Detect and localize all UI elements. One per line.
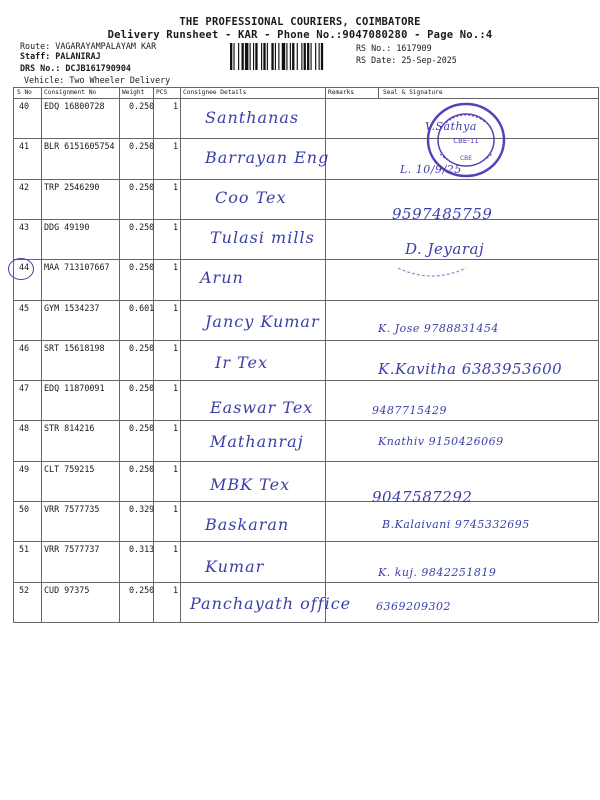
- row-signature-handwriting: 9597485759: [392, 205, 493, 223]
- row-sno: 43: [19, 221, 30, 232]
- column-header-consignee: Consignee Details: [183, 89, 247, 96]
- row-sno: 46: [19, 342, 30, 353]
- barcode-icon: [230, 43, 350, 70]
- row-consignee-handwriting: Arun: [200, 268, 244, 287]
- stamp-sub: CBE-11: [453, 137, 479, 145]
- row-signature-handwriting: L. 10/9/25: [400, 163, 462, 176]
- row-consignment-no: DDG 49190: [44, 221, 90, 232]
- row-pcs: 1: [173, 383, 179, 394]
- row-consignee-handwriting: Mathanraj: [210, 432, 304, 451]
- row-signature-handwriting: V.Sathya: [425, 120, 477, 133]
- column-header-remarks: Remarks: [328, 89, 355, 96]
- row-signature-handwriting: 6369209302: [376, 600, 451, 613]
- column-header-weight: Weight: [122, 89, 145, 96]
- row-divider: [13, 380, 598, 381]
- row-divider: [13, 420, 598, 421]
- document-subtitle: Delivery Runsheet - KAR - Phone No.:9047080280 - Page No.:4: [107, 29, 493, 41]
- barcode-bar: [245, 43, 248, 70]
- row-signature-handwriting: Knathiv 9150426069: [378, 435, 504, 448]
- barcode-bar: [261, 43, 262, 70]
- barcode-bar: [304, 43, 306, 70]
- row-consignee-handwriting: Jancy Kumar: [205, 312, 320, 331]
- row-weight: 0.250: [129, 463, 155, 474]
- barcode-bar: [297, 43, 298, 70]
- column-header-sno: S No: [17, 89, 32, 96]
- row-pcs: 1: [173, 141, 179, 152]
- row-sno: 45: [19, 302, 30, 313]
- row-signature-handwriting: 9487715429: [372, 404, 447, 417]
- column-divider: [325, 87, 326, 622]
- row-divider: [13, 622, 598, 623]
- row-pcs: 1: [173, 101, 179, 111]
- row-pcs: 1: [173, 342, 179, 353]
- row-weight: 0.250: [129, 141, 155, 152]
- row-weight: 0.250: [129, 221, 155, 232]
- row-consignee-handwriting: Coo Tex: [215, 188, 287, 207]
- barcode-bar: [263, 43, 265, 70]
- row-consignment-no: GYM 1534237: [44, 302, 100, 313]
- row-consignee-handwriting: Kumar: [205, 557, 265, 576]
- row-consignment-no: EDQ 11870091: [44, 383, 105, 394]
- staff-text: Staff: PALANIRAJ: [20, 51, 101, 61]
- row-signature-handwriting: K.Kavitha 6383953600: [378, 360, 563, 378]
- row-pcs: 1: [173, 584, 179, 595]
- column-header-seal: Seal & Signature: [383, 89, 443, 96]
- barcode-bar: [319, 43, 320, 70]
- row-divider: [13, 300, 598, 301]
- stamp-center: CBE: [459, 155, 473, 162]
- row-signature-handwriting: B.Kalaivani 9745332695: [382, 518, 530, 531]
- row-consignee-handwriting: Easwar Tex: [210, 398, 314, 417]
- row-signature-handwriting: K. Jose 9788831454: [378, 322, 499, 335]
- column-divider: [378, 87, 379, 98]
- row-consignee-handwriting: Santhanas: [205, 108, 300, 127]
- row-consignee-handwriting: Tulasi mills: [210, 228, 315, 247]
- row-sno: 50: [19, 504, 30, 514]
- row-divider: [13, 340, 598, 341]
- row-weight: 0.250: [129, 423, 155, 434]
- row-sno: 48: [19, 423, 30, 434]
- row-consignment-no: SRT 15618198: [44, 342, 105, 353]
- barcode-bar: [307, 43, 309, 70]
- row-sno: 47: [19, 383, 30, 394]
- row-weight: 0.329: [129, 504, 155, 514]
- column-divider: [119, 87, 120, 622]
- row-divider: [13, 541, 598, 542]
- document-title: THE PROFESSIONAL COURIERS, COIMBATORE: [179, 16, 421, 28]
- barcode-bar: [292, 43, 294, 70]
- barcode-bar: [282, 43, 285, 70]
- row-sno: 52: [19, 584, 30, 595]
- row-pcs: 1: [173, 262, 179, 273]
- row-consignment-no: TRP 2546290: [44, 181, 100, 192]
- barcode-bar: [321, 43, 323, 70]
- row-divider: [13, 219, 598, 220]
- row-pcs: 1: [173, 302, 179, 313]
- barcode-bar: [301, 43, 302, 70]
- rs-date: RS Date: 25-Sep-2025: [356, 55, 457, 65]
- barcode-bar: [267, 43, 268, 70]
- row-weight: 0.313: [129, 544, 155, 555]
- row-44-circle-mark: [8, 258, 34, 280]
- row-consignee-handwriting: Panchayath office: [190, 594, 352, 613]
- barcode-bar: [278, 43, 279, 70]
- barcode-bar: [275, 43, 276, 70]
- rs-number: RS No.: 1617909: [356, 43, 432, 53]
- route-text: Route: VAGARAYAMPALAYAM KAR: [20, 41, 157, 51]
- barcode-bar: [271, 43, 273, 70]
- barcode-bar: [315, 43, 316, 70]
- barcode-bar: [311, 43, 312, 70]
- column-divider: [180, 87, 181, 622]
- row-consignment-no: CUD 97375: [44, 584, 90, 595]
- row-divider: [13, 582, 598, 583]
- row-consignment-no: VRR 7577735: [44, 504, 100, 514]
- row-signature-handwriting: D. Jeyaraj: [405, 240, 485, 258]
- row-weight: 0.250: [129, 342, 155, 353]
- row-sno: 40: [19, 101, 30, 111]
- drs-number: DRS No.: DCJB161790904: [20, 63, 131, 73]
- column-divider: [41, 87, 42, 622]
- barcode-bar: [238, 43, 239, 70]
- barcode-bar: [242, 43, 244, 70]
- row-sno: 51: [19, 544, 30, 555]
- row-pcs: 1: [173, 463, 179, 474]
- row-weight: 0.250: [129, 584, 155, 595]
- row-consignee-handwriting: Baskaran: [205, 515, 290, 534]
- row-sno: 42: [19, 181, 30, 192]
- row-pcs: 1: [173, 423, 179, 434]
- row-consignment-no: STR 814216: [44, 423, 95, 434]
- row-consignment-no: VRR 7577737: [44, 544, 100, 555]
- row-weight: 0.601: [129, 302, 155, 313]
- row-divider: [13, 461, 598, 462]
- row-weight: 0.250: [129, 383, 155, 394]
- barcode-bar: [250, 43, 251, 70]
- row-consignment-no: CLT 759215: [44, 463, 95, 474]
- row-sno: 41: [19, 141, 30, 152]
- row-signature-handwriting: 9047587292: [372, 488, 473, 506]
- row-signature-handwriting: K. kuj. 9842251819: [378, 566, 497, 579]
- barcode-bar: [253, 43, 254, 70]
- row-weight: 0.250: [129, 181, 155, 192]
- row-consignee-handwriting: Ir Tex: [215, 353, 268, 372]
- row-consignment-no: MAA 713107667: [44, 262, 110, 273]
- row-sno: 44: [19, 262, 30, 273]
- row-pcs: 1: [173, 221, 179, 232]
- row-pcs: 1: [173, 544, 179, 555]
- barcode-bar: [233, 43, 234, 70]
- row-consignee-handwriting: MBK Tex: [210, 475, 291, 494]
- column-divider: [153, 87, 154, 622]
- row-weight: 0.250: [129, 262, 155, 273]
- row-sno: 49: [19, 463, 30, 474]
- row-divider: [13, 501, 598, 502]
- vehicle-text: Vehicle: Two Wheeler Delivery: [24, 75, 171, 85]
- row-consignment-no: BLR 6151605754: [44, 141, 115, 152]
- column-header-consignment: Consignment No: [44, 89, 97, 96]
- row-divider: [13, 259, 598, 260]
- row-weight: 0.250: [129, 101, 155, 111]
- column-divider: [598, 87, 599, 622]
- barcode-bar: [286, 43, 287, 70]
- barcode-bar: [230, 43, 232, 70]
- row-consignee-handwriting: Barrayan Eng: [205, 148, 330, 167]
- row-pcs: 1: [173, 504, 179, 514]
- column-divider: [13, 87, 14, 622]
- row-consignment-no: EDQ 16800728: [44, 101, 105, 111]
- row-divider: [13, 87, 598, 88]
- row-pcs: 1: [173, 181, 179, 192]
- barcode-bar: [255, 43, 257, 70]
- column-header-pcs: PCS: [156, 89, 168, 96]
- barcode-bar: [290, 43, 291, 70]
